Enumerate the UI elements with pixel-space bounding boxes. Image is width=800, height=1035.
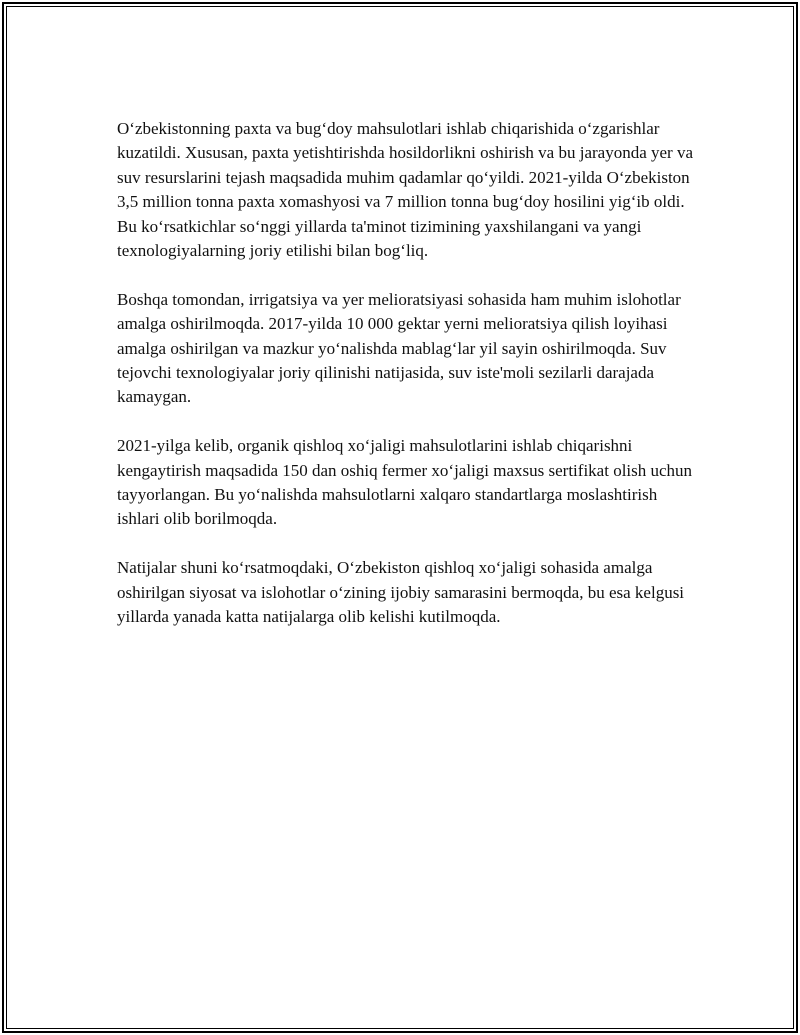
paragraph-4: Natijalar shuni ko‘rsatmoqdaki, O‘zbekiston qishloq xo‘jaligi sohasida amalga oshirilgan siyosat va islohotlar o‘zining ijobiy samarasini bermoqda, bu esa kelgusi yillarda yanada katta natijalarga olib kelishi kutilmoqda.	[117, 558, 685, 627]
paragraph-2: Boshqa tomondan, irrigatsiya va yer melioratsiyasi sohasida ham muhim islohotlar amalga oshirilmoqda. 2017-yilda 10 000 gektar yerni melioratsiya qilish loyihasi amalga oshirilgan va mazkur yo‘nalishda mablag‘lar yil sayin oshirilmoqda. Suv tejovchi texnologiyalar joriy qilinishi natijasida, suv iste'moli sezilarli darajada kamaygan.	[117, 289, 681, 407]
document-body	[117, 117, 693, 654]
paragraph-1: O‘zbekistonning paxta va bug‘doy mahsulotlari ishlab chiqarishida o‘zgarishlar kuzatildi. Xususan, paxta yetishtirishda hosildorlikni oshirish va bu jarayonda yer va suv resurslarini tejash maqsadida muhim qadamlar qo‘yildi. 2021-yilda O‘zbekiston 3,5 million tonna paxta xomashyosi va 7 million tonna bug‘doy hosilini yig‘ib oldi. Bu ko‘rsatkichlar so‘nggi yillarda ta'minot tizimining yaxshilangani va yangi texnologiyalarning joriy etilishi bilan bog‘liq.	[117, 119, 693, 261]
paragraph-3: 2021-yilga kelib, organik qishloq xo‘jaligi mahsulotlarini ishlab chiqarishni kengaytirish maqsadida 150 dan oshiq fermer xo‘jaligi maxsus sertifikat olish uchun tayyorlangan. Bu yo‘nalishda mahsulotlarni xalqaro standartlarga moslashtirish ishlari olib borilmoqda.	[117, 436, 693, 529]
